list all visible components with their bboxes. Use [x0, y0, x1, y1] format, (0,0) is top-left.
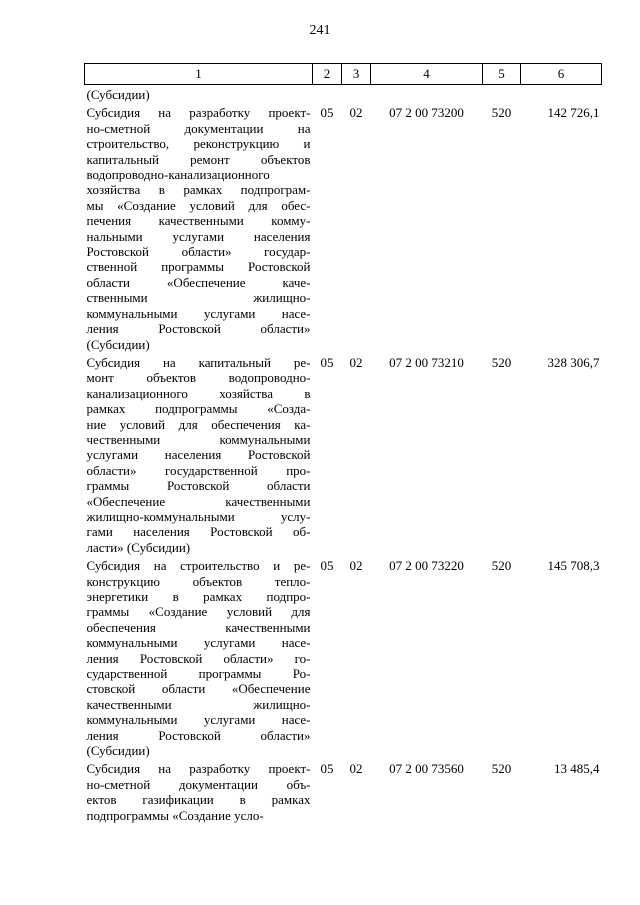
description-line: но-сметной документации на [86, 120, 311, 136]
description-line: водопроводно-канализационного [86, 167, 270, 183]
description-line: стовской области «Обеспечение [86, 681, 311, 697]
description-line: Ростовской области» государ- [86, 244, 311, 260]
description-line: качественными жилищно- [86, 696, 311, 712]
row-description [85, 555, 313, 758]
row-subsection-code: 02 [349, 558, 363, 574]
description-line: капитальный ремонт объектов [86, 151, 311, 167]
row-section-code: 05 [320, 354, 334, 370]
row-section-code: 05 [320, 761, 334, 777]
description-line: мы «Создание условий для обес- [86, 197, 311, 213]
description-line: Субсидия на строительство и ре- [86, 558, 311, 574]
header-col-4: 4 [371, 64, 483, 85]
description-line: ления Ростовской области» [86, 321, 311, 337]
row-amount: 145 708,3 [547, 558, 600, 574]
description-line: (Субсидии) [86, 743, 150, 759]
table-row [85, 555, 602, 758]
description-line: ектов газификации в рамках [86, 792, 311, 808]
description-line: ления Ростовской области» го- [86, 650, 311, 666]
description-line: энергетики в рамках подпро- [86, 589, 311, 604]
description-line: области» государственной про- [86, 462, 311, 478]
description-line: подпрограммы «Создание усло- [86, 807, 264, 823]
header-col-2: 2 [313, 64, 342, 85]
description-line: коммунальными услугами насе- [86, 635, 311, 651]
description-line: ления Ростовской области» [86, 727, 311, 743]
description-line: рамках подпрограммы «Созда- [86, 401, 311, 417]
description-line: монт объектов водопроводно- [86, 370, 311, 386]
description-line: ственными жилищно- [86, 290, 311, 306]
description-line: (Субсидии) [86, 336, 150, 352]
row-target-article: 07 2 00 73560 [389, 761, 464, 777]
description-line: коммунальными услугами насе- [86, 712, 311, 728]
row-target-article: 07 2 00 73200 [389, 105, 464, 121]
row-target-article: 07 2 00 73220 [389, 558, 464, 574]
description-line: Субсидия на капитальный ре- [86, 354, 311, 370]
row-expense-type: 520 [491, 761, 512, 777]
description-line: коммунальными услугами насе- [86, 305, 311, 321]
row-expense-type: 520 [491, 558, 512, 574]
row-section-code: 05 [320, 105, 334, 121]
description-line: Субсидия на разработку проект- [86, 761, 311, 777]
table-header-row [85, 64, 602, 85]
description-line: канализационного хозяйства в [86, 385, 311, 401]
table-row [85, 102, 602, 352]
page-number: 241 [309, 23, 331, 38]
description-line: печения качественными комму- [86, 213, 311, 229]
continuation-row [85, 85, 602, 103]
table-row [85, 758, 602, 823]
description-line: чественными коммунальными [86, 431, 311, 447]
header-col-6: 6 [521, 64, 602, 85]
row-expense-type: 520 [491, 354, 512, 370]
description-line: нальными услугами населения [86, 228, 311, 244]
row-amount: 328 306,7 [547, 354, 600, 370]
description-line: Субсидия на разработку проект- [86, 105, 311, 121]
continuation-text: (Субсидии) [86, 87, 150, 102]
row-amount: 13 485,4 [554, 761, 600, 777]
description-line: хозяйства в рамках подпрограм- [86, 182, 311, 198]
header-col-5: 5 [483, 64, 521, 85]
description-line: ласти» (Субсидии) [86, 539, 191, 555]
description-line: сударственной программы Ро- [86, 666, 311, 682]
row-amount: 142 726,1 [547, 105, 600, 121]
table-row [85, 352, 602, 555]
row-description [85, 758, 313, 823]
description-line: конструкцию объектов тепло- [86, 573, 311, 589]
description-line: ственной программы Ростовской [86, 259, 311, 275]
row-description [85, 352, 313, 555]
description-line: строительство, реконструкцию и [86, 136, 311, 152]
description-line: гами населения Ростовской об- [86, 524, 311, 540]
description-line: граммы «Создание условий для [86, 604, 311, 620]
row-subsection-code: 02 [349, 354, 363, 370]
header-col-3: 3 [342, 64, 371, 85]
description-line: услугами населения Ростовской [86, 447, 311, 463]
description-line: «Обеспечение качественными [86, 493, 311, 509]
description-line: граммы Ростовской области [86, 478, 311, 494]
description-line: но-сметной документации объ- [86, 776, 311, 792]
row-subsection-code: 02 [349, 761, 363, 777]
header-col-1: 1 [85, 64, 313, 85]
row-section-code: 05 [320, 558, 334, 574]
row-description [85, 102, 313, 352]
row-expense-type: 520 [491, 105, 512, 121]
description-line: области «Обеспечение каче- [86, 274, 311, 290]
description-line: обеспечения качественными [86, 619, 311, 635]
row-target-article: 07 2 00 73210 [389, 354, 464, 370]
description-line: ние условий для обеспечения ка- [86, 416, 311, 432]
budget-table [84, 63, 602, 823]
description-line: жилищно-коммунальными услу- [86, 508, 311, 524]
row-subsection-code: 02 [349, 105, 363, 121]
